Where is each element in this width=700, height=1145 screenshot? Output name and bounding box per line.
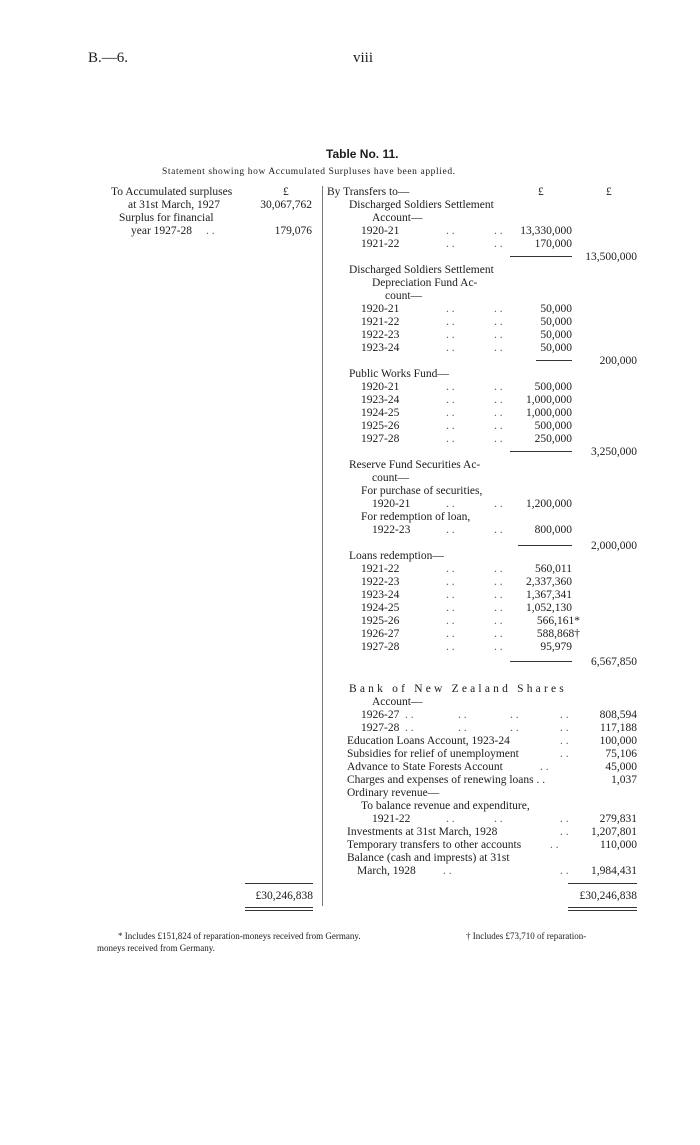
dsd-year: 1921-22 — [361, 316, 400, 328]
leader-dots: . . — [494, 563, 503, 575]
leader-dots: . . — [446, 316, 455, 328]
pwf-amount: 1,000,000 — [526, 407, 572, 419]
ord-amount: 279,831 — [599, 813, 637, 825]
total-rule-bottom — [245, 907, 313, 908]
pwf-year: 1927-28 — [361, 433, 400, 445]
pound-header-sub: £ — [538, 186, 544, 198]
dsd-heading-cont: Depreciation Fund Ac- — [372, 277, 478, 289]
leader-dots: . . — [446, 628, 455, 640]
subtotal-rule — [510, 661, 572, 662]
pwf-year: 1925-26 — [361, 420, 400, 432]
lr-total: 6,567,850 — [591, 656, 637, 668]
leader-dots: . . — [494, 342, 503, 354]
bnz-amount: 117,188 — [600, 722, 637, 734]
lr-amount: 566,161* — [536, 615, 580, 627]
pwf-year: 1923-24 — [361, 394, 400, 406]
leader-dots: . . — [494, 589, 503, 601]
leader-dots: . . — [446, 394, 455, 406]
footnote-star: * Includes £151,824 of reparation-moneys received from Germany. — [118, 931, 361, 941]
leader-dots: . . — [560, 826, 569, 838]
bnz-heading-cont: Account— — [372, 696, 423, 708]
leader-dots: . . — [494, 407, 503, 419]
item-amount: 100,000 — [599, 735, 637, 747]
leader-dots: . . — [446, 407, 455, 419]
leader-dots: . . — [446, 813, 455, 825]
bnz-amount: 808,594 — [599, 709, 637, 721]
leader-dots: . . — [443, 865, 452, 877]
leader-dots: . . — [446, 498, 455, 510]
dsd-year: 1920-21 — [361, 303, 400, 315]
rfs-amount: 800,000 — [534, 524, 572, 536]
subtotal-rule — [510, 256, 572, 257]
lr-amount: 560,011 — [535, 563, 572, 575]
leader-dots: . . — [494, 238, 503, 250]
leader-dots: . . — [494, 394, 503, 406]
leader-dots: . . — [446, 615, 455, 627]
dsa-heading-cont: Account— — [372, 212, 423, 224]
leader-dots: . . — [540, 761, 549, 773]
rfs-amount: 1,200,000 — [526, 498, 572, 510]
dsa-total: 13,500,000 — [585, 251, 637, 263]
page-number: viii — [353, 50, 374, 66]
footnote-dagger: † Includes £73,710 of reparation- — [466, 931, 587, 941]
rfs-heading-cont: count— — [372, 472, 410, 484]
leader-dots: . . — [446, 589, 455, 601]
leader-dots: . . — [446, 420, 455, 432]
leader-dots: . . — [550, 839, 559, 851]
left-surplus-label: Surplus for financial — [119, 212, 214, 224]
left-accumulated-label: To Accumulated surpluses — [111, 186, 233, 198]
dsa-year: 1920-21 — [361, 225, 400, 237]
pwf-year: 1920-21 — [361, 381, 400, 393]
leader-dots: . . — [446, 342, 455, 354]
leader-dots: . . — [494, 813, 503, 825]
dsd-year: 1923-24 — [361, 342, 400, 354]
leader-dots: . . — [206, 225, 215, 237]
left-grand-total: £30,246,838 — [255, 890, 313, 902]
leader-dots: . . — [446, 524, 455, 536]
lr-amount: 588,868† — [536, 628, 580, 640]
leader-dots: . . — [446, 602, 455, 614]
dsa-year: 1921-22 — [361, 238, 400, 250]
total-rule-top — [245, 883, 313, 884]
dsa-heading: Discharged Soldiers Settlement — [349, 199, 494, 211]
dsd-heading-cont2: count— — [385, 290, 423, 302]
item-amount: 1,037 — [611, 774, 637, 786]
balance-amount: 1,984,431 — [591, 865, 637, 877]
pwf-amount: 250,000 — [534, 433, 572, 445]
balance-date: March, 1928 — [357, 865, 416, 877]
item-label: Advance to State Forests Account — [347, 761, 503, 773]
leader-dots: . . — [494, 641, 503, 653]
rfs-year: 1922-23 — [372, 524, 411, 536]
subtotal-rule — [536, 360, 572, 361]
pwf-amount: 500,000 — [534, 420, 572, 432]
temporary-transfers-amount: 110,000 — [600, 839, 637, 851]
lr-year: 1927-28 — [361, 641, 400, 653]
leader-dots: . . — [560, 722, 569, 734]
subtotal-rule — [510, 451, 572, 452]
bnz-year: 1927-28 — [361, 722, 400, 734]
lr-amount: 2,337,360 — [526, 576, 572, 588]
dsd-total: 200,000 — [599, 355, 637, 367]
leader-dots: . . — [494, 420, 503, 432]
page-series-code: B.—6. — [88, 50, 129, 66]
leader-dots: . . — [446, 303, 455, 315]
left-at-date-label: at 31st March, 1927 — [128, 199, 220, 211]
leader-dots: . . — [494, 615, 503, 627]
leader-dots: . . — [446, 563, 455, 575]
lr-year: 1923-24 — [361, 589, 400, 601]
leader-dots: . . — [494, 316, 503, 328]
investments-label: Investments at 31st March, 1928 — [347, 826, 498, 838]
ord-year: 1921-22 — [372, 813, 411, 825]
balance-label: Balance (cash and imprests) at 31st — [347, 852, 510, 864]
left-surplus-amount: 179,076 — [274, 225, 312, 237]
ord-heading: Ordinary revenue— — [347, 787, 440, 799]
table-title: Table No. 11. — [326, 147, 399, 161]
leader-dots: . . — [560, 735, 569, 747]
dsd-amount: 50,000 — [540, 342, 572, 354]
total-rule-top — [568, 883, 637, 884]
leader-dots: . . — [510, 709, 519, 721]
right-grand-total: £30,246,838 — [579, 890, 637, 902]
dsd-amount: 50,000 — [540, 329, 572, 341]
leader-dots: . . — [446, 433, 455, 445]
leader-dots: . . — [560, 709, 569, 721]
pwf-amount: 1,000,000 — [526, 394, 572, 406]
rfs-purchase-label: For purchase of securities, — [361, 485, 483, 497]
dsd-amount: 50,000 — [540, 316, 572, 328]
dsa-amount: 170,000 — [534, 238, 572, 250]
item-amount: 45,000 — [605, 761, 637, 773]
pwf-heading: Public Works Fund— — [349, 368, 449, 380]
lr-year: 1926-27 — [361, 628, 400, 640]
pound-header-total: £ — [606, 186, 612, 198]
rfs-redemption-label: For redemption of loan, — [361, 511, 471, 523]
pwf-total: 3,250,000 — [591, 446, 637, 458]
investments-amount: 1,207,801 — [591, 826, 637, 838]
leader-dots: . . — [494, 524, 503, 536]
leader-dots: . . — [494, 381, 503, 393]
subtotal-rule — [518, 545, 572, 546]
pwf-amount: 500,000 — [534, 381, 572, 393]
left-accumulated-amount: 30,067,762 — [260, 199, 312, 211]
dsd-year: 1922-23 — [361, 329, 400, 341]
leader-dots: . . — [458, 722, 467, 734]
leader-dots: . . — [446, 238, 455, 250]
leader-dots: . . — [405, 709, 414, 721]
item-label: Subsidies for relief of unemployment — [347, 748, 519, 760]
item-amount: 75,106 — [605, 748, 637, 760]
lr-year: 1925-26 — [361, 615, 400, 627]
leader-dots: . . — [494, 628, 503, 640]
leader-dots: . . — [494, 602, 503, 614]
lr-year: 1922-23 — [361, 576, 400, 588]
leader-dots: . . — [510, 722, 519, 734]
leader-dots: . . — [446, 641, 455, 653]
leader-dots: . . — [458, 709, 467, 721]
total-rule-bottom — [568, 910, 637, 911]
leader-dots: . . — [494, 576, 503, 588]
item-label: Education Loans Account, 1923-24 — [347, 735, 510, 747]
dsd-amount: 50,000 — [540, 303, 572, 315]
bnz-heading: Bank of New Zealand Shares — [349, 683, 567, 695]
total-rule-bottom — [568, 907, 637, 908]
bnz-year: 1926-27 — [361, 709, 400, 721]
lr-amount: 1,367,341 — [526, 589, 572, 601]
rfs-heading: Reserve Fund Securities Ac- — [349, 459, 481, 471]
lr-amount: 95,979 — [540, 641, 572, 653]
total-rule-bottom — [245, 910, 313, 911]
ord-balance-label: To balance revenue and expenditure, — [361, 800, 530, 812]
leader-dots: . . — [446, 225, 455, 237]
leader-dots: . . — [560, 865, 569, 877]
lr-year: 1921-22 — [361, 563, 400, 575]
leader-dots: . . — [446, 576, 455, 588]
rfs-total: 2,000,000 — [591, 540, 637, 552]
dsa-amount: 13,330,000 — [520, 225, 572, 237]
lr-heading: Loans redemption— — [349, 550, 444, 562]
dsd-heading: Discharged Soldiers Settlement — [349, 264, 494, 276]
leader-dots: . . — [494, 303, 503, 315]
leader-dots: . . — [494, 329, 503, 341]
pwf-year: 1924-25 — [361, 407, 400, 419]
temporary-transfers-label: Temporary transfers to other accounts — [347, 839, 522, 851]
left-pound-header: £ — [283, 186, 289, 198]
leader-dots: . . — [494, 498, 503, 510]
footnote-star-cont: moneys received from Germany. — [97, 943, 215, 953]
rfs-year: 1920-21 — [372, 498, 411, 510]
table-subtitle: Statement showing how Accumulated Surpluses have been applied. — [162, 167, 456, 177]
leader-dots: . . — [560, 813, 569, 825]
leader-dots: . . — [446, 381, 455, 393]
leader-dots: . . — [494, 225, 503, 237]
leader-dots: . . — [405, 722, 414, 734]
leader-dots: . . — [446, 329, 455, 341]
column-divider — [322, 186, 323, 906]
leader-dots: . . — [494, 433, 503, 445]
item-label: Charges and expenses of renewing loans . . — [347, 774, 546, 786]
leader-dots: . . — [560, 748, 569, 760]
lr-year: 1924-25 — [361, 602, 400, 614]
left-year-label: year 1927-28 — [131, 225, 192, 237]
by-transfers-label: By Transfers to— — [327, 186, 410, 198]
lr-amount: 1,052,130 — [526, 602, 572, 614]
